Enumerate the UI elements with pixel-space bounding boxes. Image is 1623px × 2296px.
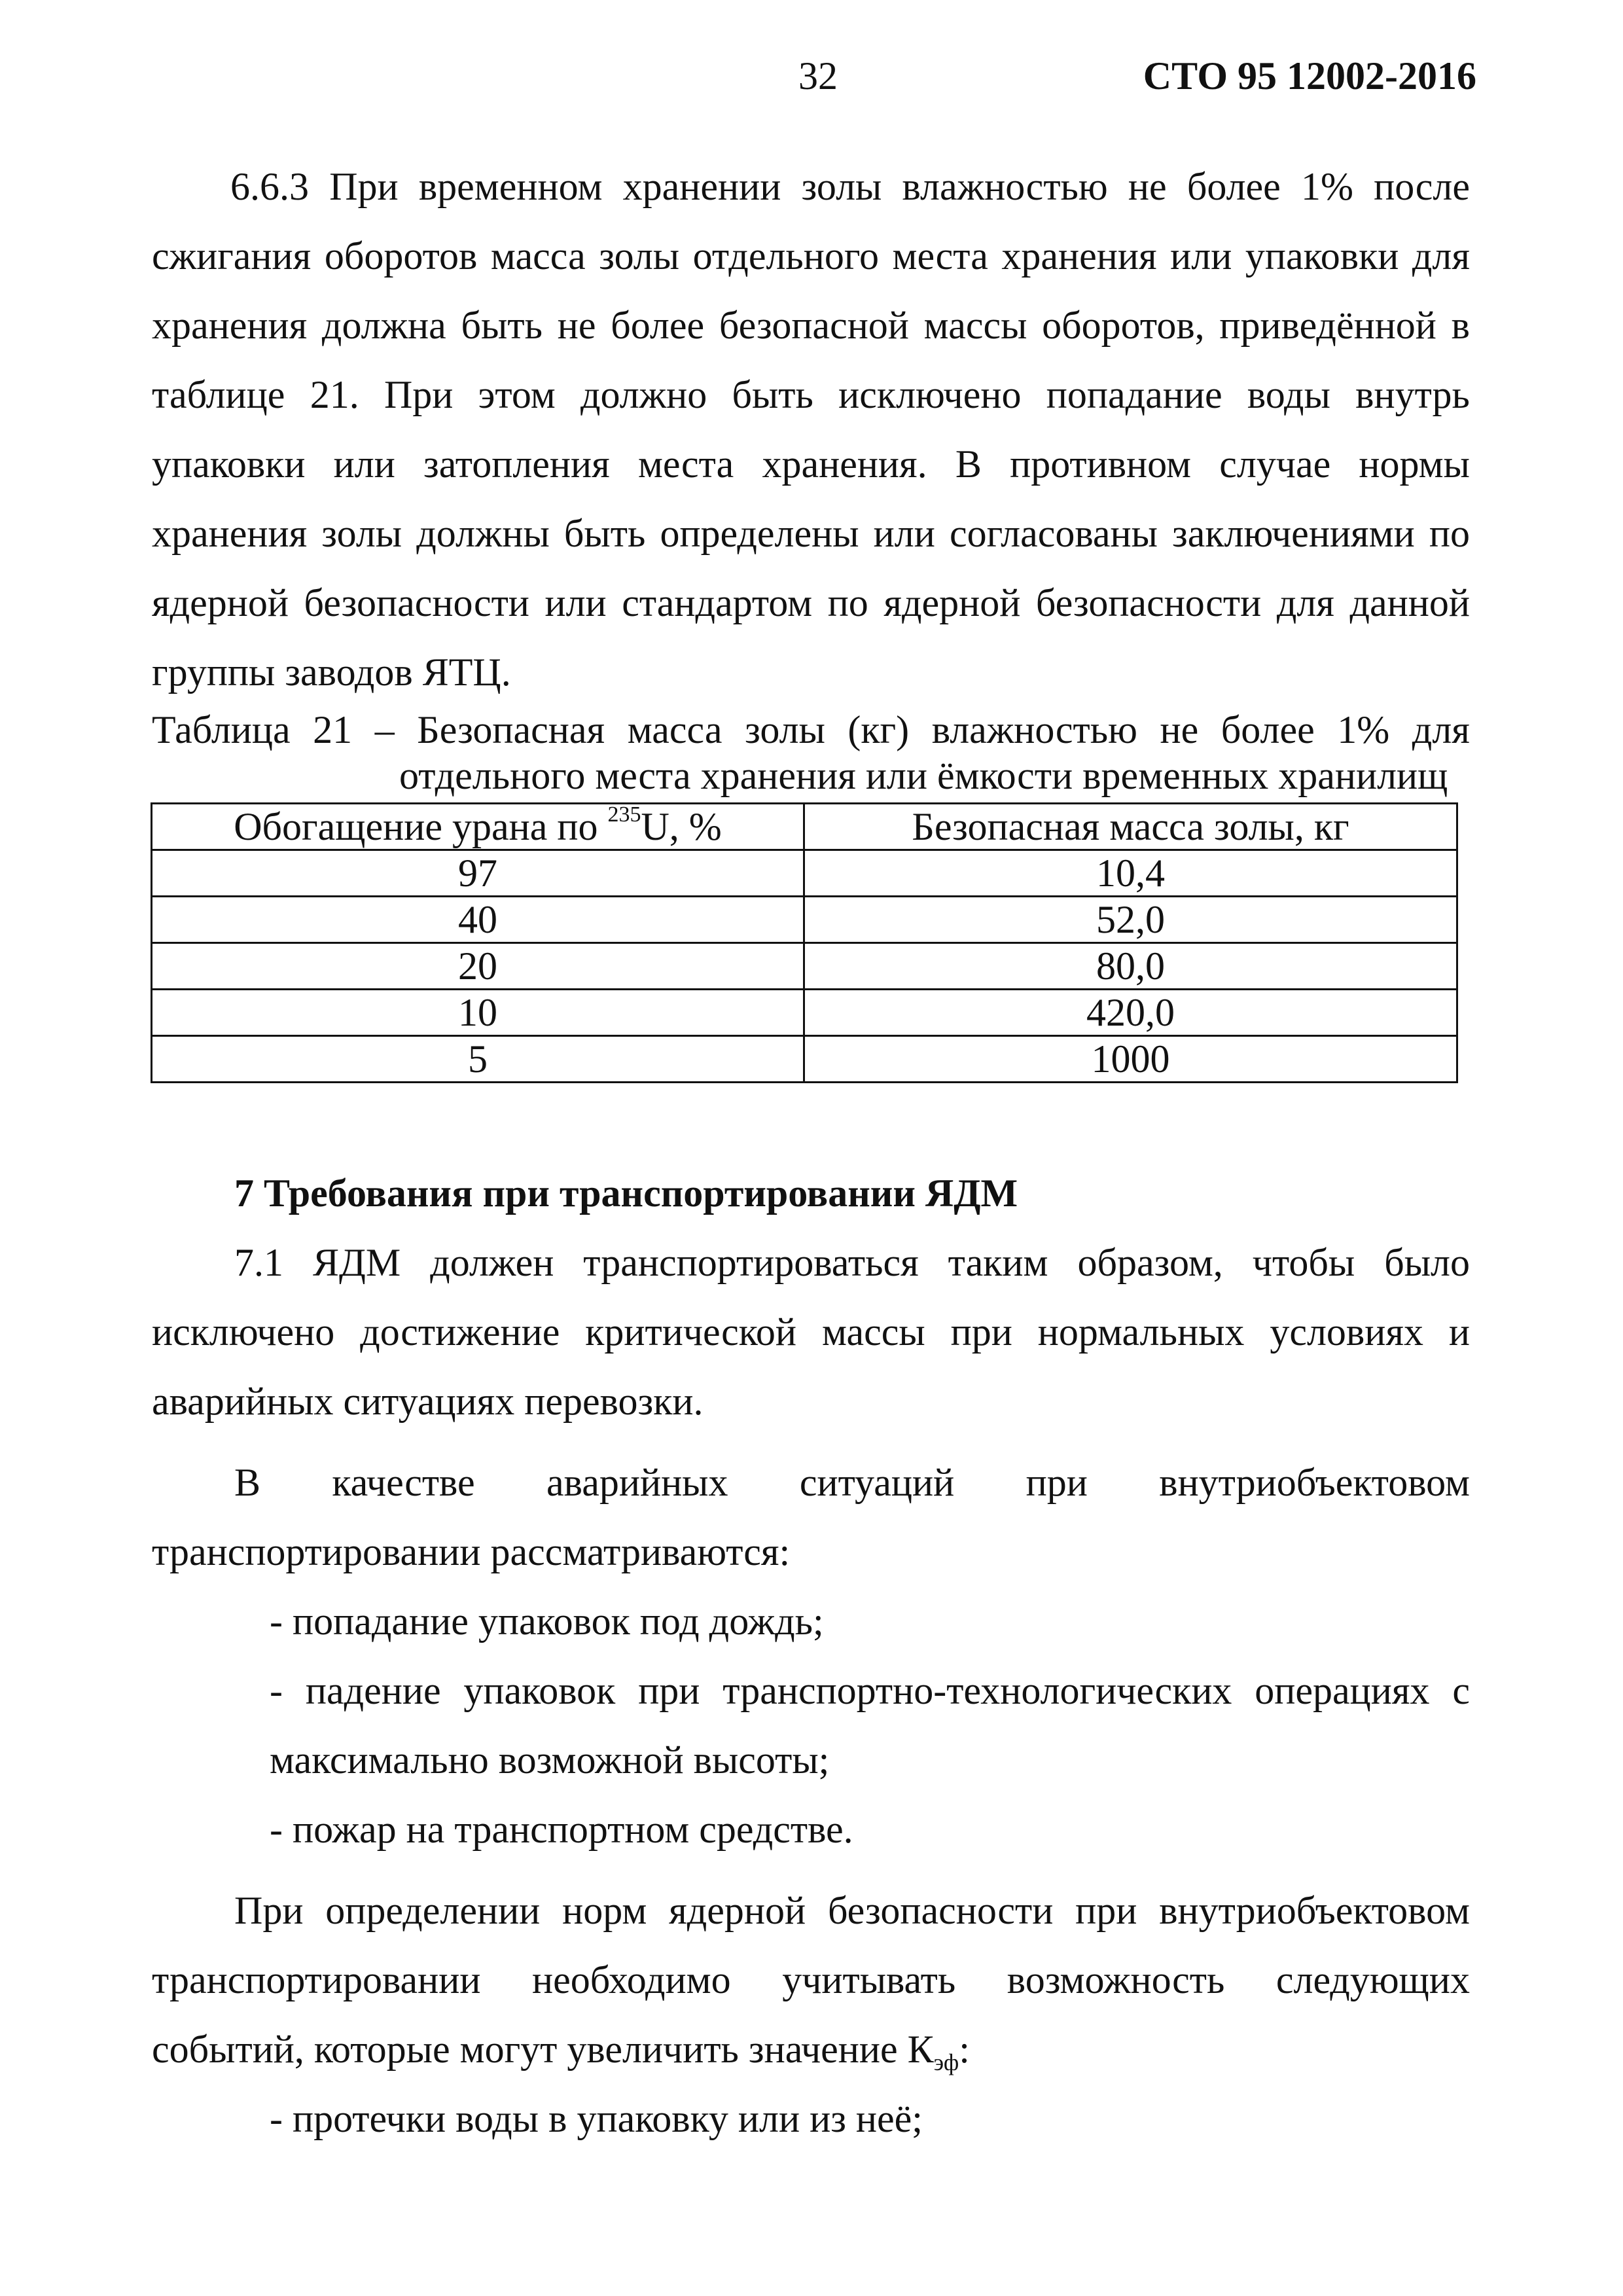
word: должны	[416, 512, 550, 555]
word: не	[1128, 165, 1167, 208]
word: должна	[321, 304, 446, 347]
word: должен	[430, 1241, 554, 1284]
word: случае	[1219, 442, 1331, 486]
word: оборотов	[324, 234, 478, 278]
section-663-last-line: группы заводов ЯТЦ.	[152, 651, 511, 694]
word: безопасности	[304, 581, 529, 624]
word: необходимо	[532, 1958, 731, 2001]
word: исключено	[838, 373, 1022, 416]
caption-word: для	[1412, 708, 1470, 751]
word: транспортировании	[152, 1958, 481, 2001]
word: золы	[599, 234, 680, 278]
caption-word: влажностью	[931, 708, 1137, 751]
word: хранения	[152, 512, 308, 555]
word: ядерной	[669, 1889, 806, 1932]
word: более	[611, 304, 705, 347]
word: данной	[1349, 581, 1470, 624]
table-header-row	[152, 804, 1457, 850]
word: операциях	[1255, 1669, 1430, 1712]
cell-enrichment: 40	[152, 897, 804, 943]
p71-line	[152, 1297, 1470, 1367]
caption-word: масса	[627, 708, 722, 751]
word: временном	[418, 165, 603, 208]
word: упаковок	[463, 1669, 616, 1712]
word: безопасности	[827, 1889, 1054, 1932]
word: или	[333, 442, 395, 486]
word: внутрь	[1355, 373, 1470, 416]
table-row	[152, 1036, 1457, 1083]
word: качестве	[332, 1461, 475, 1504]
p71-last-line: аварийных ситуациях перевозки.	[152, 1380, 704, 1423]
bullet-fire: - пожар на транспортном средстве.	[270, 1808, 853, 1851]
word: быть	[563, 512, 646, 555]
word: чтобы	[1252, 1241, 1355, 1284]
table-caption-line2: отдельного места хранения или ёмкости временных хранилищ	[399, 754, 1448, 797]
section-663-line	[152, 429, 1470, 499]
word: аварийных	[546, 1461, 728, 1504]
cell-mass: 420,0	[804, 990, 1457, 1036]
word: попадание	[1046, 373, 1222, 416]
caption-word: 21	[313, 708, 353, 751]
word: массы	[821, 1310, 925, 1354]
caption-word: (кг)	[847, 708, 910, 751]
word: ситуаций	[799, 1461, 955, 1504]
word: 6.6.3	[230, 165, 309, 208]
word: При	[234, 1889, 304, 1932]
word: было	[1384, 1241, 1470, 1284]
emergency-line-2: транспортировании рассматриваются:	[152, 1530, 791, 1573]
caption-word: Таблица	[152, 708, 291, 751]
word: достижение	[360, 1310, 560, 1354]
standard-designation: СТО 95 12002-2016	[1143, 54, 1476, 98]
word: по	[827, 581, 868, 624]
word: затопления	[423, 442, 610, 486]
table-row	[152, 990, 1457, 1036]
bullet-rain: - попадание упаковок под дождь;	[270, 1600, 824, 1643]
section-663-line	[152, 360, 1470, 429]
word: влажностью	[902, 165, 1108, 208]
bullet-fall	[270, 1656, 1470, 1725]
word: При	[329, 165, 399, 208]
table-row	[152, 943, 1457, 990]
col-header-enrichment: Обогащение урана по $^{235}$U, %	[152, 804, 804, 850]
word: исключено	[152, 1310, 335, 1354]
word: и	[1448, 1310, 1470, 1354]
word: ЯДМ	[312, 1241, 401, 1284]
word: при	[1026, 1461, 1088, 1504]
section-663-line	[152, 152, 1470, 221]
word: или	[544, 581, 607, 624]
word: или	[1170, 234, 1232, 278]
word: определении	[325, 1889, 541, 1932]
word: таблице	[152, 373, 285, 416]
word: хранения	[152, 304, 308, 347]
table-row	[152, 897, 1457, 943]
word: по	[1429, 512, 1470, 555]
norms-line	[152, 1945, 1470, 2015]
word: При	[383, 373, 454, 416]
section-663-line	[152, 291, 1470, 360]
word: при	[638, 1669, 700, 1712]
word: согласованы	[949, 512, 1158, 555]
word: транспортно-технологических	[722, 1669, 1232, 1712]
cell-mass: 1000	[804, 1036, 1457, 1083]
p71-line	[152, 1228, 1470, 1297]
caption-word: не	[1160, 708, 1199, 751]
word: безопасности	[1035, 581, 1262, 624]
word: определены	[660, 512, 859, 555]
word: внутриобъектовом	[1159, 1889, 1470, 1932]
word: хранения.	[762, 442, 927, 486]
bullet-fall-cont: максимально возможной высоты;	[270, 1738, 830, 1782]
word: стандартом	[622, 581, 813, 624]
word: места	[892, 234, 988, 278]
word: условиях	[1270, 1310, 1423, 1354]
safe-ash-mass-table	[151, 802, 1458, 1083]
word: критической	[585, 1310, 797, 1354]
word: нормальных	[1037, 1310, 1245, 1354]
bullet-water-leak: - протечки воды в упаковку или из неё;	[270, 2097, 923, 2140]
word: после	[1374, 165, 1470, 208]
word: в	[1451, 304, 1470, 347]
word: внутриобъектовом	[1159, 1461, 1470, 1504]
word: не	[557, 304, 596, 347]
word: 21.	[310, 373, 359, 416]
word: с	[1452, 1669, 1470, 1712]
word: оборотов,	[1042, 304, 1205, 347]
cell-enrichment: 97	[152, 850, 804, 897]
section-663-line	[152, 499, 1470, 568]
word: заключениями	[1172, 512, 1415, 555]
word: приведённой	[1219, 304, 1436, 347]
section-663-line	[152, 568, 1470, 637]
word: места	[637, 442, 734, 486]
cell-mass: 52,0	[804, 897, 1457, 943]
emergency-line	[152, 1448, 1470, 1517]
word: этом	[478, 373, 556, 416]
word: при	[950, 1310, 1012, 1354]
word: упаковки	[152, 442, 306, 486]
caption-word: более	[1221, 708, 1315, 751]
word: быть	[732, 373, 813, 416]
word: для	[1412, 234, 1470, 278]
caption-word: Безопасная	[417, 708, 605, 751]
norms-line-3: событий, которые могут увеличить значение $К_{эф}$:	[152, 2028, 970, 2075]
table-caption-line1	[152, 707, 1470, 753]
caption-word: золы	[745, 708, 825, 751]
word: таким	[948, 1241, 1048, 1284]
word: более	[1186, 165, 1281, 208]
word: 1%	[1301, 165, 1353, 208]
word: хранении	[622, 165, 781, 208]
word: образом,	[1077, 1241, 1223, 1284]
word: безопасной	[719, 304, 909, 347]
word: хранения	[1001, 234, 1157, 278]
section-7-heading: 7 Требования при транспортировании ЯДМ	[234, 1172, 1018, 1215]
cell-mass: 80,0	[804, 943, 1457, 990]
word: отдельного	[692, 234, 879, 278]
word: ядерной	[883, 581, 1021, 624]
word: упаковки	[1245, 234, 1399, 278]
word: при	[1075, 1889, 1137, 1932]
word: нормы	[1359, 442, 1470, 486]
word: массы	[923, 304, 1027, 347]
word: масса	[490, 234, 586, 278]
word: ядерной	[152, 581, 289, 624]
word: учитывать	[782, 1958, 956, 2001]
word: норм	[562, 1889, 647, 1932]
word: возможность	[1007, 1958, 1225, 2001]
cell-enrichment: 10	[152, 990, 804, 1036]
cell-enrichment: 20	[152, 943, 804, 990]
word: золы	[321, 512, 402, 555]
word: падение	[305, 1669, 441, 1712]
norms-line	[152, 1876, 1470, 1945]
section-663-line	[152, 221, 1470, 291]
word: В	[234, 1461, 261, 1504]
word: транспортироваться	[583, 1241, 919, 1284]
word: быть	[461, 304, 543, 347]
word: золы	[801, 165, 882, 208]
word: сжигания	[152, 234, 312, 278]
cell-mass: 10,4	[804, 850, 1457, 897]
word: воды	[1247, 373, 1330, 416]
word: В	[955, 442, 982, 486]
table-caption	[152, 707, 1470, 798]
page-number: 32	[798, 54, 838, 98]
caption-word: –	[374, 708, 395, 751]
word: следующих	[1275, 1958, 1470, 2001]
word: или	[873, 512, 935, 555]
caption-word: 1%	[1337, 708, 1390, 751]
cell-enrichment: 5	[152, 1036, 804, 1083]
word: -	[270, 1669, 283, 1712]
table-row	[152, 850, 1457, 897]
word: для	[1276, 581, 1334, 624]
word: противном	[1010, 442, 1191, 486]
word: должно	[580, 373, 707, 416]
word: 7.1	[234, 1241, 283, 1284]
col-header-mass: Безопасная масса золы, кг	[804, 804, 1457, 850]
